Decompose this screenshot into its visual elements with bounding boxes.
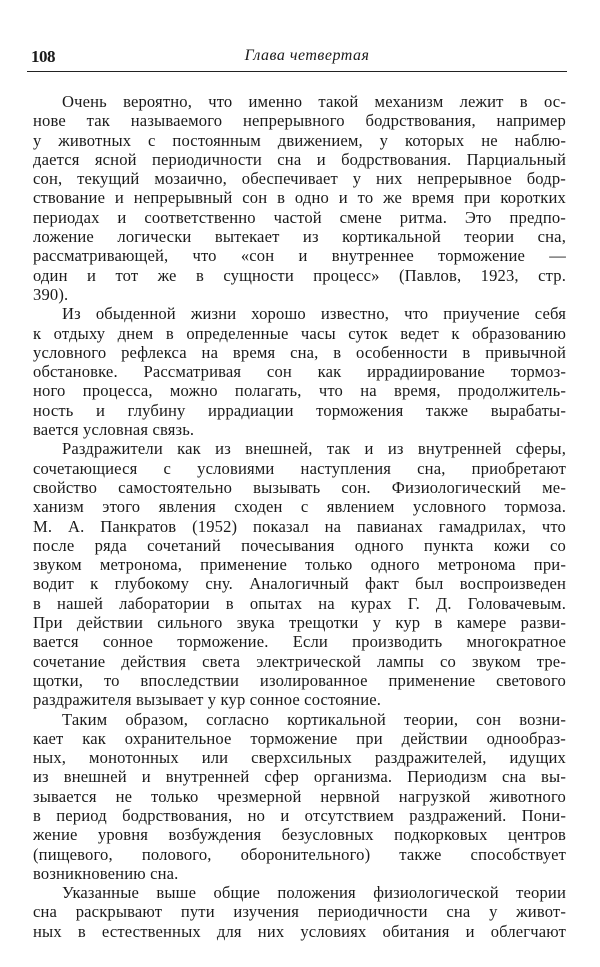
text-line: М. А. Панкратов (1952) показал на павианах гамадрилах, что [33, 516, 566, 536]
text-line: нове так называемого непрерывного бодрствования, например [33, 111, 566, 131]
text-line: щотки, то впоследствии изолированное применение светового [33, 670, 566, 690]
text-line: ханизм этого явления сходен с явлением условного тормоза. [33, 497, 566, 517]
text-line: возникновению сна. [33, 863, 179, 883]
text-line: жение уровня возбуждения безусловных подкорковых центров [33, 825, 566, 845]
header-rule [27, 71, 567, 72]
text-line: Очень вероятно, что именно такой механизм лежит в ос- [62, 92, 566, 111]
text-line: свойство самостоятельно вызывать сон. Физиологический ме- [33, 477, 566, 497]
running-title: Глава четвертая [244, 47, 370, 64]
text-line: периодах и соответственно частой смене ритма. Это предпо- [33, 207, 566, 227]
text-line: из внешней и внутренней сфер организма. Периодизм сна вы- [33, 767, 566, 787]
text-line: ных в естественных для них условиях обитания и облегчают [33, 921, 566, 941]
text-line: ствование и непрерывный сон в одно и то же время при коротких [33, 188, 566, 208]
text-line: в период бодрствования, но и отсутствием раздражений. Пони- [33, 805, 566, 825]
text-line: 390). [33, 284, 69, 304]
page-number: 108 [31, 47, 55, 66]
text-line: вается сонное торможение. Если производить многократное [33, 632, 566, 652]
text-line: (пищевого, полового, оборонительного) также способствует [33, 844, 566, 864]
text-line: ных, монотонных или сверхсильных раздражителей, идущих [33, 748, 566, 768]
page-header [27, 47, 567, 67]
text-line: Указанные выше общие положения физиологической теории [62, 883, 566, 903]
text-line: сна раскрывают пути изучения периодичности сна у живот- [33, 902, 566, 922]
text-line: один и тот же в сущности процесс» (Павлов, 1923, стр. [33, 265, 566, 285]
paragraph [33, 304, 566, 439]
paragraph [33, 710, 566, 884]
text-line: ложение логически вытекает из кортикальной теории сна, [33, 227, 566, 247]
text-line: водит к глубокому сну. Аналогичный факт был воспроизведен [33, 574, 566, 594]
text-line: зывается не только чрезмерной нервной нагрузкой животного [33, 786, 566, 806]
text-line: обстановке. Рассматривая сон как иррадиирование тормоз- [33, 362, 566, 382]
text-line: вается условная связь. [33, 420, 195, 440]
text-line: звуком метронома, применение только одного метронома при- [33, 555, 566, 575]
text-line: после ряда сочетаний почесывания одного пункта кожи со [33, 535, 566, 555]
text-line: ность и глубину иррадиации торможения также вырабаты- [33, 400, 566, 420]
text-line: дается ясной периодичности сна и бодрствования. Парциальный [33, 149, 566, 169]
text-line: рассматривающей, что «сон и внутреннее торможение — [33, 246, 566, 266]
text-line: При действии сильного звука трещотки у кур в камере разви- [33, 613, 566, 633]
text-line: сочетание действия света электрической лампы со звуком тре- [33, 651, 566, 671]
text-line: сочетающиеся с условиями наступления сна, приобретают [33, 458, 566, 478]
text-line: условного рефлекса на время сна, в особенности в привычной [33, 342, 566, 362]
text-line: сон, текущий мозаично, обеспечивает у них непрерывное бодр- [33, 169, 566, 189]
text-line: Таким образом, согласно кортикальной теории, сон возни- [62, 709, 566, 729]
text-line: кает как охранительное торможение при действии однообраз- [33, 728, 566, 748]
text-line: в нашей лаборатории в опытах на курах Г. Д. Головачевым. [33, 593, 566, 613]
body-text [33, 92, 566, 941]
text-line: Из обыденной жизни хорошо известно, что приучение себя [62, 304, 566, 324]
text-line: ного процесса, можно полагать, что на время, продолжитель- [33, 381, 566, 401]
text-line: раздражителя вызывает у кур сонное состояние. [33, 690, 382, 710]
paragraph [33, 439, 566, 709]
text-line: у животных с постоянным движением, у которых не наблю- [33, 130, 566, 150]
paragraph [33, 883, 566, 941]
text-line: Раздражители как из внешней, так и из внутренней сферы, [62, 439, 566, 459]
paragraph [33, 92, 566, 304]
text-line: к отдыху днем в определенные часы суток ведет к образованию [33, 323, 566, 343]
